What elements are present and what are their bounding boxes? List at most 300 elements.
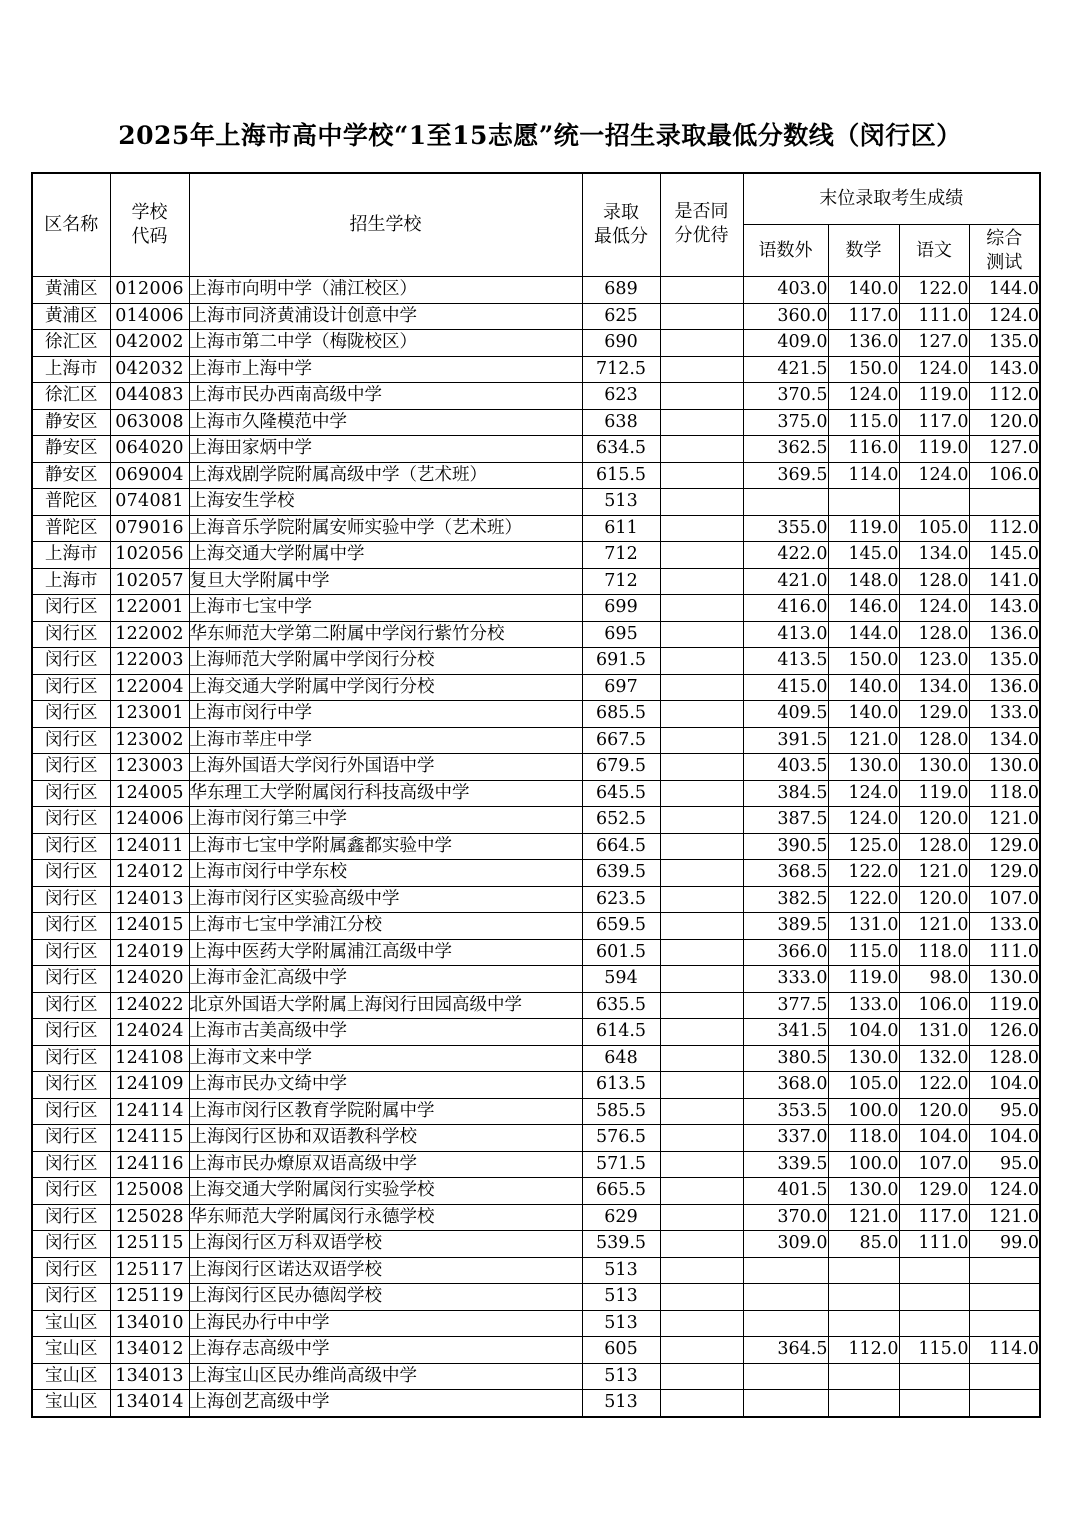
chinese-cell: 119.0 xyxy=(899,383,969,410)
min-score-cell: 623.5 xyxy=(582,886,660,913)
tie-priority-cell xyxy=(660,1310,743,1337)
comprehensive-test-cell: 133.0 xyxy=(969,913,1040,940)
tie-priority-cell xyxy=(660,1390,743,1417)
min-score-cell: 712 xyxy=(582,568,660,595)
school-code-cell: 122004 xyxy=(110,674,189,701)
chinese-cell: 128.0 xyxy=(899,833,969,860)
tie-priority-cell xyxy=(660,1257,743,1284)
district-cell: 普陀区 xyxy=(32,489,110,516)
min-score-cell: 638 xyxy=(582,409,660,436)
school-name-cell: 上海交通大学附属中学闵行分校 xyxy=(189,674,582,701)
school-name-cell: 上海闵行区协和双语教科学校 xyxy=(189,1125,582,1152)
tie-priority-cell xyxy=(660,303,743,330)
district-cell: 闵行区 xyxy=(32,860,110,887)
table-row xyxy=(32,1151,1040,1178)
district-cell: 闵行区 xyxy=(32,1098,110,1125)
chinese-math-english-cell: 353.5 xyxy=(743,1098,828,1125)
district-cell: 闵行区 xyxy=(32,1204,110,1231)
table-row xyxy=(32,1284,1040,1311)
table-row xyxy=(32,542,1040,569)
comprehensive-test-cell: 118.0 xyxy=(969,780,1040,807)
chinese-math-english-cell: 337.0 xyxy=(743,1125,828,1152)
tie-priority-cell xyxy=(660,1045,743,1072)
school-name-cell: 上海市七宝中学浦江分校 xyxy=(189,913,582,940)
tie-priority-cell xyxy=(660,833,743,860)
table-row xyxy=(32,1363,1040,1390)
school-name-cell: 上海市闵行区教育学院附属中学 xyxy=(189,1098,582,1125)
min-score-cell: 513 xyxy=(582,489,660,516)
min-score-cell: 691.5 xyxy=(582,648,660,675)
page-title: 2025年上海市高中学校“1至15志愿”统一招生录取最低分数线（闵行区） xyxy=(118,121,962,150)
tie-priority-cell xyxy=(660,409,743,436)
math-cell: 117.0 xyxy=(828,303,899,330)
chinese-cell: 120.0 xyxy=(899,886,969,913)
school-code-cell: 124114 xyxy=(110,1098,189,1125)
school-name-cell: 上海市上海中学 xyxy=(189,356,582,383)
comprehensive-test-cell: 126.0 xyxy=(969,1019,1040,1046)
school-name-cell: 华东理工大学附属闵行科技高级中学 xyxy=(189,780,582,807)
tie-priority-cell xyxy=(660,1231,743,1258)
chinese-cell: 134.0 xyxy=(899,674,969,701)
tie-priority-cell xyxy=(660,1178,743,1205)
comprehensive-test-cell: 104.0 xyxy=(969,1072,1040,1099)
chinese-cell: 119.0 xyxy=(899,436,969,463)
min-score-cell: 585.5 xyxy=(582,1098,660,1125)
table-row xyxy=(32,356,1040,383)
table-row xyxy=(32,409,1040,436)
school-code-cell: 134013 xyxy=(110,1363,189,1390)
tie-priority-cell xyxy=(660,727,743,754)
table-row xyxy=(32,1125,1040,1152)
school-code-cell: 124020 xyxy=(110,966,189,993)
school-code-cell: 014006 xyxy=(110,303,189,330)
chinese-math-english-cell: 401.5 xyxy=(743,1178,828,1205)
math-cell: 85.0 xyxy=(828,1231,899,1258)
chinese-math-english-cell: 416.0 xyxy=(743,595,828,622)
math-cell: 131.0 xyxy=(828,913,899,940)
math-cell: 136.0 xyxy=(828,330,899,357)
min-score-cell: 697 xyxy=(582,674,660,701)
comprehensive-test-cell: 121.0 xyxy=(969,807,1040,834)
chinese-math-english-cell: 413.0 xyxy=(743,621,828,648)
chinese-math-english-cell: 370.0 xyxy=(743,1204,828,1231)
school-name-cell: 上海市七宝中学附属鑫都实验中学 xyxy=(189,833,582,860)
min-score-cell: 571.5 xyxy=(582,1151,660,1178)
chinese-math-english-cell: 403.0 xyxy=(743,277,828,304)
min-score-cell: 615.5 xyxy=(582,462,660,489)
math-cell: 118.0 xyxy=(828,1125,899,1152)
chinese-math-english-cell: 409.0 xyxy=(743,330,828,357)
tie-priority-cell xyxy=(660,462,743,489)
tie-priority-cell xyxy=(660,966,743,993)
table-row xyxy=(32,886,1040,913)
chinese-math-english-cell: 375.0 xyxy=(743,409,828,436)
school-name-cell: 复旦大学附属中学 xyxy=(189,568,582,595)
school-code-cell: 125119 xyxy=(110,1284,189,1311)
header-tie-priority: 是否同 分优待 xyxy=(660,173,743,277)
math-cell: 130.0 xyxy=(828,1178,899,1205)
school-code-cell: 125117 xyxy=(110,1257,189,1284)
district-cell: 闵行区 xyxy=(32,1151,110,1178)
chinese-math-english-cell: 364.5 xyxy=(743,1337,828,1364)
min-score-cell: 605 xyxy=(582,1337,660,1364)
district-cell: 宝山区 xyxy=(32,1363,110,1390)
chinese-cell xyxy=(899,489,969,516)
district-cell: 闵行区 xyxy=(32,754,110,781)
min-score-cell: 513 xyxy=(582,1310,660,1337)
comprehensive-test-cell xyxy=(969,1390,1040,1417)
chinese-math-english-cell: 369.5 xyxy=(743,462,828,489)
min-score-cell: 679.5 xyxy=(582,754,660,781)
chinese-cell: 104.0 xyxy=(899,1125,969,1152)
school-code-cell: 064020 xyxy=(110,436,189,463)
math-cell: 119.0 xyxy=(828,966,899,993)
chinese-math-english-cell: 391.5 xyxy=(743,727,828,754)
tie-priority-cell xyxy=(660,356,743,383)
comprehensive-test-cell xyxy=(969,1284,1040,1311)
table-row xyxy=(32,1337,1040,1364)
district-cell: 闵行区 xyxy=(32,1284,110,1311)
min-score-cell: 652.5 xyxy=(582,807,660,834)
district-cell: 闵行区 xyxy=(32,1045,110,1072)
table-row xyxy=(32,1310,1040,1337)
comprehensive-test-cell xyxy=(969,1257,1040,1284)
comprehensive-test-cell xyxy=(969,1310,1040,1337)
math-cell: 124.0 xyxy=(828,383,899,410)
district-cell: 徐汇区 xyxy=(32,330,110,357)
math-cell: 114.0 xyxy=(828,462,899,489)
district-cell: 宝山区 xyxy=(32,1310,110,1337)
tie-priority-cell xyxy=(660,1204,743,1231)
school-code-cell: 124011 xyxy=(110,833,189,860)
tie-priority-cell xyxy=(660,436,743,463)
min-score-cell: 648 xyxy=(582,1045,660,1072)
chinese-cell: 123.0 xyxy=(899,648,969,675)
school-name-cell: 上海民办行中中学 xyxy=(189,1310,582,1337)
chinese-math-english-cell: 422.0 xyxy=(743,542,828,569)
school-name-cell: 上海市民办文绮中学 xyxy=(189,1072,582,1099)
chinese-math-english-cell: 339.5 xyxy=(743,1151,828,1178)
tie-priority-cell xyxy=(660,939,743,966)
table-row xyxy=(32,780,1040,807)
comprehensive-test-cell: 124.0 xyxy=(969,303,1040,330)
district-cell: 闵行区 xyxy=(32,1178,110,1205)
header-school: 招生学校 xyxy=(189,173,582,277)
min-score-cell: 685.5 xyxy=(582,701,660,728)
chinese-math-english-cell: 362.5 xyxy=(743,436,828,463)
chinese-math-english-cell: 403.5 xyxy=(743,754,828,781)
district-cell: 闵行区 xyxy=(32,886,110,913)
comprehensive-test-cell: 130.0 xyxy=(969,966,1040,993)
tie-priority-cell xyxy=(660,701,743,728)
math-cell: 121.0 xyxy=(828,727,899,754)
chinese-cell: 118.0 xyxy=(899,939,969,966)
comprehensive-test-cell: 143.0 xyxy=(969,595,1040,622)
min-score-cell: 634.5 xyxy=(582,436,660,463)
chinese-math-english-cell xyxy=(743,1284,828,1311)
table-row xyxy=(32,966,1040,993)
district-cell: 徐汇区 xyxy=(32,383,110,410)
school-name-cell: 上海存志高级中学 xyxy=(189,1337,582,1364)
school-code-cell: 124022 xyxy=(110,992,189,1019)
math-cell: 116.0 xyxy=(828,436,899,463)
header-math: 数学 xyxy=(828,225,899,277)
district-cell: 闵行区 xyxy=(32,1257,110,1284)
school-name-cell: 上海市莘庄中学 xyxy=(189,727,582,754)
comprehensive-test-cell: 135.0 xyxy=(969,648,1040,675)
min-score-cell: 629 xyxy=(582,1204,660,1231)
chinese-cell: 129.0 xyxy=(899,701,969,728)
math-cell: 105.0 xyxy=(828,1072,899,1099)
school-code-cell: 134010 xyxy=(110,1310,189,1337)
tie-priority-cell xyxy=(660,542,743,569)
comprehensive-test-cell: 107.0 xyxy=(969,886,1040,913)
header-chinese: 语文 xyxy=(899,225,969,277)
chinese-cell: 134.0 xyxy=(899,542,969,569)
school-code-cell: 124115 xyxy=(110,1125,189,1152)
math-cell: 124.0 xyxy=(828,807,899,834)
min-score-cell: 712 xyxy=(582,542,660,569)
comprehensive-test-cell: 129.0 xyxy=(969,833,1040,860)
school-name-cell: 上海闵行区万科双语学校 xyxy=(189,1231,582,1258)
comprehensive-test-cell: 104.0 xyxy=(969,1125,1040,1152)
school-code-cell: 102057 xyxy=(110,568,189,595)
school-code-cell: 124116 xyxy=(110,1151,189,1178)
math-cell: 119.0 xyxy=(828,515,899,542)
comprehensive-test-cell: 141.0 xyxy=(969,568,1040,595)
table-row xyxy=(32,595,1040,622)
comprehensive-test-cell: 95.0 xyxy=(969,1151,1040,1178)
math-cell: 146.0 xyxy=(828,595,899,622)
chinese-math-english-cell: 413.5 xyxy=(743,648,828,675)
school-code-cell: 042032 xyxy=(110,356,189,383)
school-name-cell: 上海市七宝中学 xyxy=(189,595,582,622)
comprehensive-test-cell: 133.0 xyxy=(969,701,1040,728)
school-name-cell: 北京外国语大学附属上海闵行田园高级中学 xyxy=(189,992,582,1019)
district-cell: 静安区 xyxy=(32,462,110,489)
tie-priority-cell xyxy=(660,621,743,648)
district-cell: 闵行区 xyxy=(32,939,110,966)
min-score-cell: 513 xyxy=(582,1257,660,1284)
district-cell: 闵行区 xyxy=(32,807,110,834)
school-name-cell: 上海创艺高级中学 xyxy=(189,1390,582,1417)
min-score-cell: 665.5 xyxy=(582,1178,660,1205)
min-score-cell: 689 xyxy=(582,277,660,304)
chinese-cell: 122.0 xyxy=(899,1072,969,1099)
school-name-cell: 上海闵行区诺达双语学校 xyxy=(189,1257,582,1284)
school-code-cell: 069004 xyxy=(110,462,189,489)
table-row xyxy=(32,1045,1040,1072)
comprehensive-test-cell: 134.0 xyxy=(969,727,1040,754)
comprehensive-test-cell: 112.0 xyxy=(969,515,1040,542)
table-row xyxy=(32,913,1040,940)
school-code-cell: 124005 xyxy=(110,780,189,807)
comprehensive-test-cell: 120.0 xyxy=(969,409,1040,436)
table-body xyxy=(32,277,1040,1417)
math-cell xyxy=(828,1284,899,1311)
chinese-math-english-cell xyxy=(743,1257,828,1284)
chinese-math-english-cell: 309.0 xyxy=(743,1231,828,1258)
school-code-cell: 134014 xyxy=(110,1390,189,1417)
tie-priority-cell xyxy=(660,1125,743,1152)
chinese-cell: 111.0 xyxy=(899,303,969,330)
comprehensive-test-cell: 129.0 xyxy=(969,860,1040,887)
school-name-cell: 上海市闵行第三中学 xyxy=(189,807,582,834)
school-code-cell: 074081 xyxy=(110,489,189,516)
school-name-cell: 上海戏剧学院附属高级中学（艺术班） xyxy=(189,462,582,489)
math-cell: 130.0 xyxy=(828,1045,899,1072)
school-code-cell: 063008 xyxy=(110,409,189,436)
chinese-cell: 119.0 xyxy=(899,780,969,807)
school-code-cell: 124109 xyxy=(110,1072,189,1099)
school-code-cell: 124012 xyxy=(110,860,189,887)
chinese-math-english-cell: 360.0 xyxy=(743,303,828,330)
chinese-cell: 128.0 xyxy=(899,568,969,595)
comprehensive-test-cell: 128.0 xyxy=(969,1045,1040,1072)
math-cell: 130.0 xyxy=(828,754,899,781)
school-name-cell: 上海市闵行区实验高级中学 xyxy=(189,886,582,913)
min-score-cell: 623 xyxy=(582,383,660,410)
min-score-cell: 699 xyxy=(582,595,660,622)
school-code-cell: 123003 xyxy=(110,754,189,781)
table-row xyxy=(32,1178,1040,1205)
chinese-cell: 105.0 xyxy=(899,515,969,542)
school-code-cell: 124108 xyxy=(110,1045,189,1072)
district-cell: 闵行区 xyxy=(32,780,110,807)
chinese-math-english-cell: 380.5 xyxy=(743,1045,828,1072)
school-name-cell: 上海宝山区民办维尚高级中学 xyxy=(189,1363,582,1390)
district-cell: 闵行区 xyxy=(32,966,110,993)
school-name-cell: 上海市闵行中学 xyxy=(189,701,582,728)
header-comprehensive-test: 综合 测试 xyxy=(969,225,1040,277)
math-cell: 100.0 xyxy=(828,1098,899,1125)
chinese-cell: 121.0 xyxy=(899,913,969,940)
min-score-cell: 664.5 xyxy=(582,833,660,860)
min-score-cell: 639.5 xyxy=(582,860,660,887)
table-row xyxy=(32,277,1040,304)
school-name-cell: 上海市金汇高级中学 xyxy=(189,966,582,993)
chinese-cell: 117.0 xyxy=(899,1204,969,1231)
chinese-cell: 127.0 xyxy=(899,330,969,357)
math-cell: 104.0 xyxy=(828,1019,899,1046)
comprehensive-test-cell: 136.0 xyxy=(969,674,1040,701)
min-score-cell: 667.5 xyxy=(582,727,660,754)
district-cell: 静安区 xyxy=(32,409,110,436)
chinese-math-english-cell: 377.5 xyxy=(743,992,828,1019)
comprehensive-test-cell: 144.0 xyxy=(969,277,1040,304)
chinese-math-english-cell: 333.0 xyxy=(743,966,828,993)
school-code-cell: 125115 xyxy=(110,1231,189,1258)
school-code-cell: 124015 xyxy=(110,913,189,940)
table-row xyxy=(32,1204,1040,1231)
chinese-cell: 131.0 xyxy=(899,1019,969,1046)
chinese-cell: 121.0 xyxy=(899,860,969,887)
district-cell: 宝山区 xyxy=(32,1390,110,1417)
school-name-cell: 上海市同济黄浦设计创意中学 xyxy=(189,303,582,330)
school-name-cell: 上海市民办西南高级中学 xyxy=(189,383,582,410)
chinese-cell xyxy=(899,1257,969,1284)
tie-priority-cell xyxy=(660,648,743,675)
min-score-cell: 594 xyxy=(582,966,660,993)
school-code-cell: 124013 xyxy=(110,886,189,913)
min-score-cell: 539.5 xyxy=(582,1231,660,1258)
chinese-cell xyxy=(899,1390,969,1417)
chinese-cell: 124.0 xyxy=(899,462,969,489)
math-cell: 140.0 xyxy=(828,674,899,701)
chinese-cell: 106.0 xyxy=(899,992,969,1019)
school-name-cell: 上海田家炳中学 xyxy=(189,436,582,463)
math-cell: 150.0 xyxy=(828,356,899,383)
min-score-cell: 513 xyxy=(582,1284,660,1311)
school-code-cell: 122001 xyxy=(110,595,189,622)
school-name-cell: 上海交通大学附属闵行实验学校 xyxy=(189,1178,582,1205)
school-code-cell: 044083 xyxy=(110,383,189,410)
chinese-math-english-cell: 384.5 xyxy=(743,780,828,807)
min-score-cell: 690 xyxy=(582,330,660,357)
school-code-cell: 124006 xyxy=(110,807,189,834)
math-cell: 122.0 xyxy=(828,860,899,887)
chinese-cell: 124.0 xyxy=(899,356,969,383)
district-cell: 黄浦区 xyxy=(32,277,110,304)
min-score-cell: 513 xyxy=(582,1390,660,1417)
chinese-cell: 122.0 xyxy=(899,277,969,304)
tie-priority-cell xyxy=(660,1284,743,1311)
school-name-cell: 上海市文来中学 xyxy=(189,1045,582,1072)
chinese-cell: 120.0 xyxy=(899,807,969,834)
math-cell xyxy=(828,1363,899,1390)
district-cell: 上海市 xyxy=(32,356,110,383)
math-cell: 115.0 xyxy=(828,939,899,966)
min-score-cell: 695 xyxy=(582,621,660,648)
table-row xyxy=(32,648,1040,675)
table-row xyxy=(32,1257,1040,1284)
tie-priority-cell xyxy=(660,1151,743,1178)
district-cell: 闵行区 xyxy=(32,621,110,648)
tie-priority-cell xyxy=(660,568,743,595)
district-cell: 闵行区 xyxy=(32,1019,110,1046)
tie-priority-cell xyxy=(660,595,743,622)
comprehensive-test-cell xyxy=(969,489,1040,516)
district-cell: 闵行区 xyxy=(32,833,110,860)
math-cell: 122.0 xyxy=(828,886,899,913)
chinese-cell xyxy=(899,1310,969,1337)
math-cell xyxy=(828,1390,899,1417)
tie-priority-cell xyxy=(660,1072,743,1099)
table-row xyxy=(32,807,1040,834)
tie-priority-cell xyxy=(660,1363,743,1390)
chinese-math-english-cell: 409.5 xyxy=(743,701,828,728)
header-min-score: 录取 最低分 xyxy=(582,173,660,277)
math-cell xyxy=(828,1257,899,1284)
chinese-cell: 128.0 xyxy=(899,621,969,648)
school-code-cell: 125028 xyxy=(110,1204,189,1231)
math-cell: 115.0 xyxy=(828,409,899,436)
comprehensive-test-cell: 121.0 xyxy=(969,1204,1040,1231)
school-code-cell: 124019 xyxy=(110,939,189,966)
comprehensive-test-cell: 135.0 xyxy=(969,330,1040,357)
chinese-math-english-cell: 366.0 xyxy=(743,939,828,966)
district-cell: 闵行区 xyxy=(32,648,110,675)
table-row xyxy=(32,833,1040,860)
table-row xyxy=(32,515,1040,542)
tie-priority-cell xyxy=(660,913,743,940)
min-score-cell: 613.5 xyxy=(582,1072,660,1099)
school-name-cell: 上海市向明中学（浦江校区） xyxy=(189,277,582,304)
table-row xyxy=(32,992,1040,1019)
chinese-cell: 128.0 xyxy=(899,727,969,754)
chinese-cell: 107.0 xyxy=(899,1151,969,1178)
school-code-cell: 125008 xyxy=(110,1178,189,1205)
